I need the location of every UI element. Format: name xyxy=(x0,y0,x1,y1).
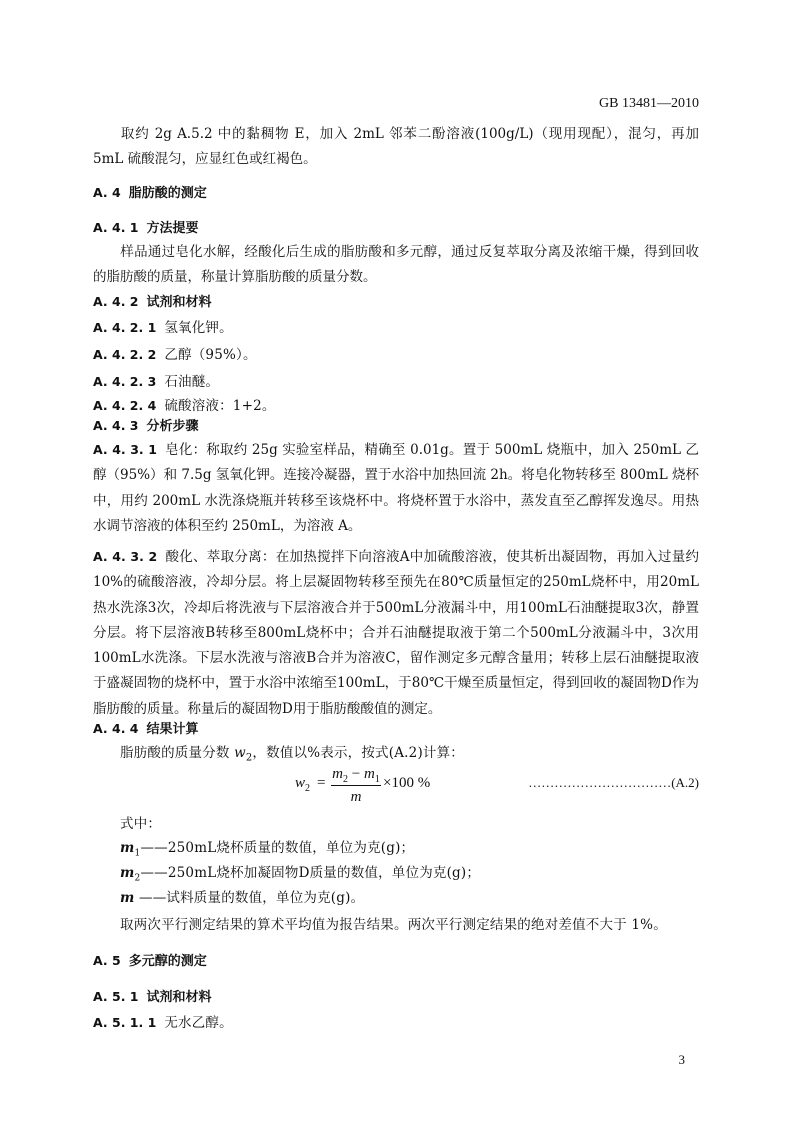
formula-label: ……………………………(A.2) xyxy=(528,775,699,790)
item-a511-number: A. 5. 1. 1 xyxy=(93,1015,157,1030)
section-a43-heading xyxy=(93,415,199,434)
item-a511 xyxy=(93,1011,233,1031)
item-a424 xyxy=(93,394,276,414)
item-a423-number: A. 4. 2. 3 xyxy=(93,374,157,389)
section-a5-title: 多元醇的测定 xyxy=(128,954,207,969)
formula-equals: = xyxy=(317,775,326,791)
item-a432-text: 酸化、萃取分离：在加热搅拌下向溶液A中加硫酸溶液，使其析出凝固物，再加入过量约10%的硫酸溶液，冷却分层。将上层凝固物转移至预先在80℃质量恒定的250mL烧杯中，用20mL热水洗涤3次，冷却后将洗液与下层溶液合并于500mL分液漏斗中，用100mL石油醚提取3次，静置分层。将下层溶液B转移至800mL烧杯中；合并石油醚提取液于第二个500mL分液漏斗中，3次用100mL水洗涤。下层水洗液与溶液B合并为溶液C，留作测定多元醇含量用；转移上层石油醚提取液于盛凝固物的烧杯中，置于水浴中浓缩至100mL，于80℃干燥至质量恒定，得到回收的凝固物D作为脂肪酸的质量。称量后的凝固物D用于脂肪酸酸值的测定。 xyxy=(93,549,699,717)
intro-text: 取约 2g A.5.2 中的黏稠物 E，加入 2mL 邻苯二酚溶液(100g/L)（现用现配），混匀，再加 5mL 硫酸混匀，应显红色或红褐色。 xyxy=(93,126,699,168)
formula-times: ×100 % xyxy=(383,775,431,791)
section-a41-number: A. 4. 1 xyxy=(93,220,139,235)
section-a4-heading xyxy=(93,182,207,201)
calc-intro-prefix: 脂肪酸的质量分数 xyxy=(120,745,235,761)
section-a51-number: A. 5. 1 xyxy=(93,989,139,1004)
item-a422-text: 乙醇（95%）。 xyxy=(164,347,257,363)
item-a421 xyxy=(93,316,233,336)
section-a42-title: 试剂和材料 xyxy=(146,295,212,310)
section-a42-heading xyxy=(93,291,212,310)
item-a422 xyxy=(93,343,257,363)
item-a424-number: A. 4. 2. 4 xyxy=(93,398,157,413)
item-a511-text: 无水乙醇。 xyxy=(164,1015,233,1031)
section-a5-heading xyxy=(93,950,207,969)
section-a41-text: 样品通过皂化水解，经酸化后生成的脂肪酸和多元醇，通过反复萃取分离及浓缩干燥，得到回收的脂肪酸的质量，称量计算脂肪酸的质量分数。 xyxy=(93,244,699,286)
section-a51-heading xyxy=(93,986,212,1005)
definition-m1: $m_1——250mL$烧杯质量的数值，单位为克(g)； xyxy=(120,840,415,859)
calc-intro xyxy=(120,741,464,764)
formula-denominator: m xyxy=(350,789,362,805)
fraction-bar xyxy=(331,785,381,786)
document-code: GB 13481—2010 xyxy=(599,96,699,111)
formula-numerator: $m_2 - m_1$ xyxy=(332,766,380,785)
formula-a2 xyxy=(295,764,445,808)
formula-lhs: $w_2$ xyxy=(295,775,311,794)
section-a43-title: 分析步骤 xyxy=(146,419,199,434)
section-a5-number: A. 5 xyxy=(93,953,121,968)
item-a424-text: 硫酸溶液：1+2。 xyxy=(164,398,276,414)
item-a431-text: 皂化：称取约 25g 实验室样品，精确至 0.01g。置于 500mL 烧瓶中，加入 250mL 乙醇（95%）和 7.5g 氢氧化钾。连接冷凝器，置于水浴中加热回流 2h。将皂化物转移至 800mL 烧杯中，用约 200mL 水洗涤烧瓶并转移至该烧杯中。将烧杯置于水浴中，蒸发直至乙醇挥发逸尽。用热水调节溶液的体积至约 250mL，为溶液 A。 xyxy=(93,442,699,534)
section-a51-title: 试剂和材料 xyxy=(146,990,212,1005)
section-a44-heading xyxy=(93,718,199,737)
section-a4-title: 脂肪酸的测定 xyxy=(128,186,207,201)
calc-intro-suffix: ，数值以%表示，按式(A.2)计算： xyxy=(252,745,465,761)
where-label: 式中： xyxy=(120,816,162,832)
item-a421-number: A. 4. 2. 1 xyxy=(93,320,157,335)
item-a422-number: A. 4. 2. 2 xyxy=(93,347,157,362)
result-note: 取两次平行测定结果的算术平均值为报告结果。两次平行测定结果的绝对差值不大于 1%。 xyxy=(120,917,667,933)
item-a432 xyxy=(93,544,699,722)
formula-fraction xyxy=(331,764,381,807)
section-a42-number: A. 4. 2 xyxy=(93,294,139,309)
intro-paragraph xyxy=(93,122,699,173)
item-a423-text: 石油醚。 xyxy=(164,374,220,390)
item-a431-number: A. 4. 3. 1 xyxy=(93,442,157,457)
calc-intro-var: w xyxy=(234,745,246,761)
section-a44-title: 结果计算 xyxy=(146,722,199,737)
calc-intro-sub: 2 xyxy=(245,752,253,764)
definition-m2: $m_2——250mL$烧杯加凝固物D质量的数值，单位为克(g)； xyxy=(120,865,481,884)
section-a41-body xyxy=(93,240,699,291)
item-a421-text: 氢氧化钾。 xyxy=(164,320,233,336)
page-number: 3 xyxy=(678,1052,685,1067)
item-a423 xyxy=(93,370,219,390)
section-a41-title: 方法提要 xyxy=(146,221,199,236)
section-a41-heading xyxy=(93,217,199,236)
definition-m: m ——试料质量的数值，单位为克(g)。 xyxy=(120,890,365,906)
item-a431 xyxy=(93,437,699,539)
section-a4-number: A. 4 xyxy=(93,185,121,200)
section-a44-number: A. 4. 4 xyxy=(93,721,139,736)
item-a432-number: A. 4. 3. 2 xyxy=(93,549,158,564)
section-a43-number: A. 4. 3 xyxy=(93,418,139,433)
